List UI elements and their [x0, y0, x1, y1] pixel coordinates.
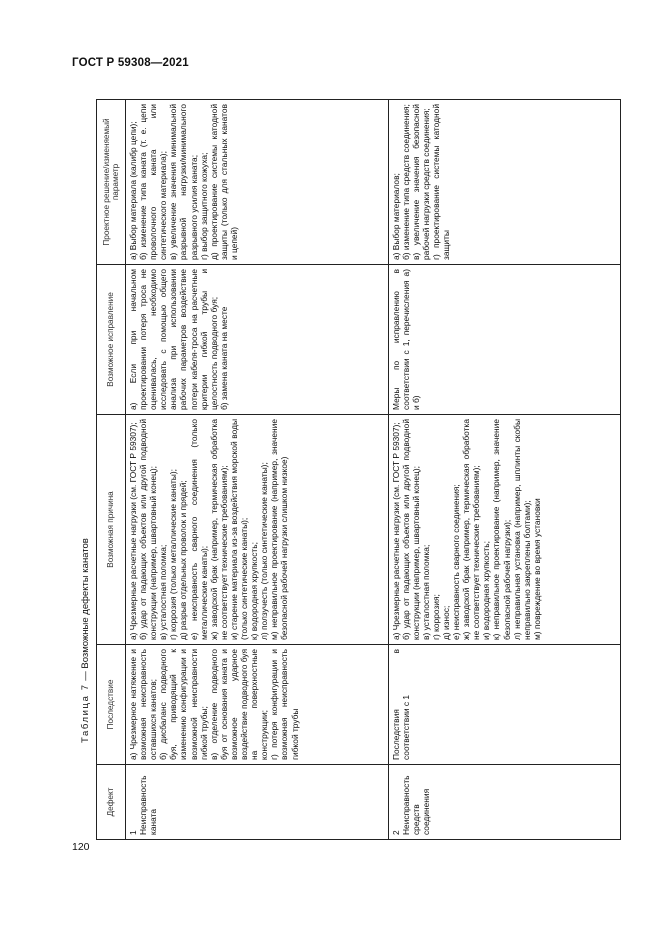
cause-cell [126, 415, 389, 645]
list-item: а) Выбор материала (калибр цепи); [128, 121, 138, 260]
list-item: и) водородная хрупкость; [481, 541, 492, 640]
defect-cell [388, 765, 621, 840]
list-item: е) неисправность сварного соединения (только металлические канаты); [188, 419, 209, 640]
fix-cell [388, 265, 621, 415]
list-item: к) неправильное проектирование (например, значение безопасной рабочей нагрузки); [491, 419, 512, 640]
list-item: в) усталостная поломка; [158, 544, 169, 640]
fix-cell [126, 265, 389, 415]
list-item: м) повреждение во время установки [531, 498, 542, 640]
list-item: е) неисправность сварного соединения; [451, 484, 462, 640]
list-item: г) выбор защитного кожуха; [198, 152, 209, 260]
list-item: г) коррозия; [430, 594, 441, 640]
list-item: а) Чрезмерные расчетные нагрузки (см. ГОСТ Р 59307); [128, 422, 138, 640]
column-header-defect: Дефект [97, 765, 126, 840]
list-item: в) увеличение значения минимальной разрывной нагрузки/минимального разрывного усилия каната; [168, 104, 199, 260]
list-item: ж) заводской брак (например, термическая обработка не соответствует технические требованиям); [208, 419, 229, 640]
list-item: б) изменение типа средств соединения; [400, 104, 411, 260]
list-item: л) ползучесть (только синтетические канаты); [259, 462, 270, 640]
list-item: л) неправильная установка (например, шплинты скобы неправильно закреплены болтами); [511, 419, 532, 640]
consequence-cell [126, 645, 389, 765]
list-item: г) проектирование системы катодной защиты [430, 104, 451, 260]
list-item: б) изменение типа каната (т. е. цепи проволочного каната или синтетического материала); [138, 104, 169, 260]
column-header-design: Проектное решение/изменяемый параметр [97, 100, 126, 265]
table-caption-dash: — [80, 668, 91, 684]
consequence-cell [388, 645, 621, 765]
defect-cell [126, 765, 389, 840]
list-item: б) удар от падающих объектов или другой подводной конструкции (например, швартовный конец); [138, 419, 159, 640]
list-item: г) коррозия (только металлические канаты); [168, 469, 179, 640]
cause-cell [388, 415, 621, 645]
document-header: ГОСТ Р 59308—2021 [72, 57, 189, 69]
list-item: а) Чрезмерные расчетные нагрузки (см. ГОСТ Р 59307); [390, 422, 401, 640]
table-row [126, 100, 389, 840]
table-caption-label: Таблица 7 [80, 683, 91, 743]
design-cell [126, 100, 389, 265]
table-caption [79, 83, 93, 743]
list-item: Меры по исправлению в соответствии с 1, перечисления а) и б) [390, 269, 421, 410]
list-item: в) усталостная поломка; [420, 544, 431, 640]
defects-table [96, 99, 621, 840]
page-number: 120 [72, 841, 90, 853]
list-item: б) дисбаланс подводного буя, приводящий к изменению конфигурации и возможной неисправности гибкой трубы; [158, 649, 209, 760]
list-item: в) отделение подводного буя от основания каната и возможное ударное воздействие подводного буя на поверхностные конструкции; [208, 649, 270, 760]
list-item: а) Чрезмерное натяжение и возможная неисправность оставшихся канатов; [128, 649, 159, 760]
list-item: а) Выбор материалов; [390, 173, 401, 260]
column-header-fix: Возможное исправление [97, 265, 126, 415]
list-item: ж) заводской брак (например, термическая обработка не соответствует технические требованиям); [461, 419, 482, 640]
list-item: Последствия в соответствии с 1 [390, 649, 411, 760]
list-item: б) удар от падающих объектов или другой подводной конструкции (например, швартовный конец); [400, 419, 421, 640]
list-item: и) старение материала из-за воздействия морской воды (только синтетические канаты); [228, 419, 250, 640]
list-item: а) Если при начальном проектировании потеря троса не оценивалась, необходимо исследовать с помощью общего анализа при использовании рабочих параметров воздействие потери кабеля-троса на расчетные критерии гибкой трубы и целостность подводного буя; [128, 269, 219, 410]
table-header-row [97, 100, 126, 840]
column-header-consequence: Последствие [97, 645, 126, 765]
list-item: к) водородная хрупкость; [249, 542, 260, 640]
list-item: г) потеря конфигурации и возможная неисправность гибкой трубы [269, 649, 300, 760]
list-item: б) замена каната на месте [218, 306, 229, 410]
list-item: д) проектирование системы катодной защиты (только для стальных канатов и цепей) [208, 104, 239, 260]
table-row [388, 100, 621, 840]
list-item: д) износ; [440, 605, 451, 640]
list-item: в) увеличение значения безопасной рабочей нагрузки средств соединения; [410, 104, 431, 260]
table-caption-title: Возможные дефекты канатов [80, 538, 91, 669]
defect-text: 2 Неисправность средств соединения [390, 775, 431, 835]
defect-text: 1 Неисправность каната [128, 775, 159, 835]
list-item: м) неправильное проектирование (например, значение безопасной рабочей нагрузки слишком низкое) [269, 419, 290, 640]
list-item: д) разрыв отдельных проволок и прядей; [178, 480, 189, 640]
design-cell [388, 100, 621, 265]
column-header-cause: Возможная причина [97, 415, 126, 645]
